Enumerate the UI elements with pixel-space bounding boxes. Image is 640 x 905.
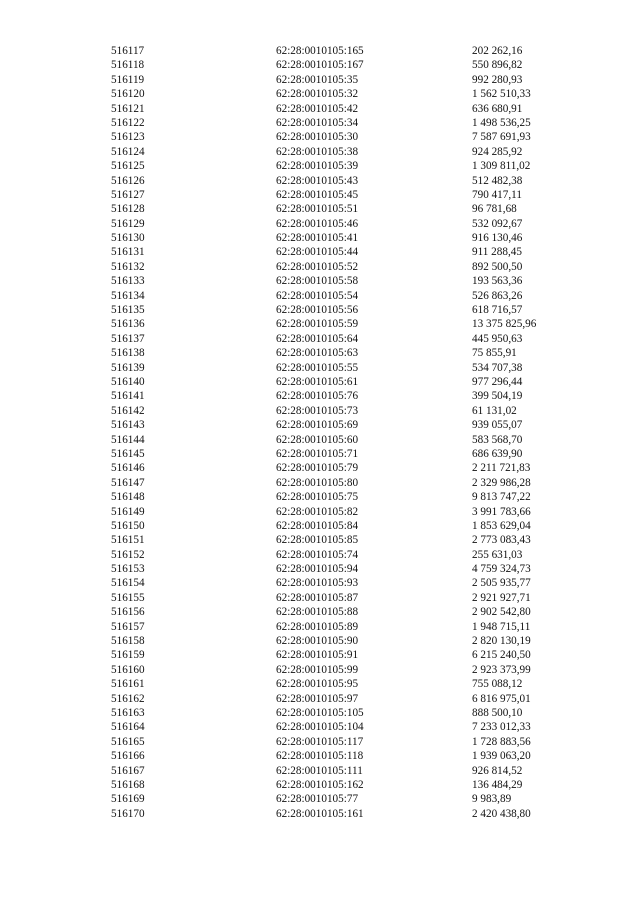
cadastral-number: 62:28:0010105:161: [276, 807, 364, 820]
cadastral-number: 62:28:0010105:104: [276, 721, 364, 734]
cadastral-value: 399 504,19: [472, 390, 523, 403]
row-number: 516148: [111, 491, 145, 504]
table-row: [0, 620, 640, 634]
cadastral-number: 62:28:0010105:60: [276, 433, 359, 446]
cadastral-value: 2 921 927,71: [472, 591, 531, 604]
row-number: 516123: [111, 131, 145, 144]
cadastral-number: 62:28:0010105:95: [276, 678, 359, 691]
table-row: [0, 130, 640, 144]
cadastral-number: 62:28:0010105:59: [276, 318, 359, 331]
table-row: [0, 217, 640, 231]
cadastral-value: 924 285,92: [472, 145, 523, 158]
row-number: 516155: [111, 591, 145, 604]
table-row: [0, 576, 640, 590]
cadastral-number: 62:28:0010105:117: [276, 735, 364, 748]
row-number: 516163: [111, 706, 145, 719]
cadastral-value: 202 262,16: [472, 45, 523, 57]
row-number: 516143: [111, 419, 145, 432]
cadastral-number: 62:28:0010105:41: [276, 232, 359, 245]
cadastral-value: 3 991 783,66: [472, 505, 531, 518]
cadastral-value: 4 759 324,73: [472, 563, 531, 576]
cadastral-value: 992 280,93: [472, 73, 523, 86]
row-number: 516122: [111, 116, 145, 129]
cadastral-number: 62:28:0010105:74: [276, 548, 359, 561]
cadastral-value: 534 707,38: [472, 361, 523, 374]
cadastral-number: 62:28:0010105:34: [276, 116, 359, 129]
row-number: 516156: [111, 606, 145, 619]
cadastral-value: 1 309 811,02: [472, 160, 531, 173]
cadastral-value: 618 716,57: [472, 304, 523, 317]
cadastral-number: 62:28:0010105:46: [276, 217, 359, 230]
cadastral-value: 2 820 130,19: [472, 635, 531, 648]
cadastral-value: 136 484,29: [472, 778, 523, 791]
cadastral-value: 512 482,38: [472, 174, 523, 187]
cadastral-value: 7 233 012,33: [472, 721, 531, 734]
row-number: 516140: [111, 375, 145, 388]
cadastral-number: 62:28:0010105:82: [276, 505, 359, 518]
table-row: [0, 677, 640, 691]
table-row: [0, 720, 640, 734]
cadastral-number: 62:28:0010105:80: [276, 476, 359, 489]
row-number: 516118: [111, 59, 145, 72]
cadastral-number: 62:28:0010105:90: [276, 635, 359, 648]
cadastral-number: 62:28:0010105:39: [276, 160, 359, 173]
cadastral-value: 2 420 438,80: [472, 807, 531, 820]
cadastral-value: 61 131,02: [472, 404, 517, 417]
table-row: [0, 361, 640, 375]
row-number: 516121: [111, 102, 145, 115]
cadastral-value: 2 211 721,83: [472, 462, 531, 475]
cadastral-value: 755 088,12: [472, 678, 523, 691]
cadastral-value: 939 055,07: [472, 419, 523, 432]
cadastral-number: 62:28:0010105:91: [276, 649, 359, 662]
cadastral-number: 62:28:0010105:42: [276, 102, 359, 115]
cadastral-number: 62:28:0010105:63: [276, 347, 359, 360]
row-number: 516144: [111, 433, 145, 446]
cadastral-value: 550 896,82: [472, 59, 523, 72]
cadastral-value-table: [0, 44, 640, 821]
row-number: 516151: [111, 534, 145, 547]
cadastral-number: 62:28:0010105:58: [276, 275, 359, 288]
row-number: 516127: [111, 188, 145, 201]
cadastral-number: 62:28:0010105:167: [276, 59, 364, 72]
cadastral-value: 2 902 542,80: [472, 606, 531, 619]
table-row: [0, 505, 640, 519]
cadastral-number: 62:28:0010105:75: [276, 491, 359, 504]
cadastral-value: 1 948 715,11: [472, 620, 531, 633]
row-number: 516119: [111, 73, 145, 86]
cadastral-value: 888 500,10: [472, 706, 523, 719]
table-row: [0, 490, 640, 504]
cadastral-value: 6 215 240,50: [472, 649, 531, 662]
row-number: 516145: [111, 447, 145, 460]
cadastral-value: 916 130,46: [472, 232, 523, 245]
row-number: 516157: [111, 620, 145, 633]
cadastral-number: 62:28:0010105:76: [276, 390, 359, 403]
cadastral-number: 62:28:0010105:93: [276, 577, 359, 590]
table-row: [0, 346, 640, 360]
cadastral-value: 2 773 083,43: [472, 534, 531, 547]
cadastral-value: 636 680,91: [472, 102, 523, 115]
row-number: 516164: [111, 721, 145, 734]
row-number: 516160: [111, 663, 145, 676]
cadastral-value: 13 375 825,96: [472, 318, 537, 331]
table-row: [0, 634, 640, 648]
cadastral-number: 62:28:0010105:61: [276, 375, 359, 388]
table-row: [0, 764, 640, 778]
table-row: [0, 519, 640, 533]
cadastral-value: 445 950,63: [472, 332, 523, 345]
row-number: 516162: [111, 692, 145, 705]
row-number: 516126: [111, 174, 145, 187]
row-number: 516135: [111, 304, 145, 317]
table-row: [0, 418, 640, 432]
table-row: [0, 145, 640, 159]
cadastral-number: 62:28:0010105:38: [276, 145, 359, 158]
table-row: [0, 174, 640, 188]
table-row: [0, 87, 640, 101]
row-number: 516124: [111, 145, 145, 158]
cadastral-value: 9 983,89: [472, 793, 512, 806]
cadastral-value: 892 500,50: [472, 260, 523, 273]
cadastral-number: 62:28:0010105:43: [276, 174, 359, 187]
row-number: 516139: [111, 361, 145, 374]
table-row: [0, 778, 640, 792]
row-number: 516125: [111, 160, 145, 173]
cadastral-number: 62:28:0010105:84: [276, 519, 359, 532]
row-number: 516147: [111, 476, 145, 489]
table-row: [0, 735, 640, 749]
cadastral-value: 1 728 883,56: [472, 735, 531, 748]
cadastral-number: 62:28:0010105:51: [276, 203, 359, 216]
cadastral-number: 62:28:0010105:118: [276, 750, 364, 763]
cadastral-number: 62:28:0010105:44: [276, 246, 359, 259]
row-number: 516153: [111, 563, 145, 576]
row-number: 516169: [111, 793, 145, 806]
cadastral-value: 2 923 373,99: [472, 663, 531, 676]
table-row: [0, 749, 640, 763]
table-row: [0, 231, 640, 245]
cadastral-value: 532 092,67: [472, 217, 523, 230]
cadastral-value: 1 939 063,20: [472, 750, 531, 763]
table-row: [0, 461, 640, 475]
table-row: [0, 289, 640, 303]
cadastral-number: 62:28:0010105:32: [276, 88, 359, 101]
cadastral-number: 62:28:0010105:77: [276, 793, 359, 806]
cadastral-number: 62:28:0010105:89: [276, 620, 359, 633]
table-row: [0, 116, 640, 130]
table-row: [0, 792, 640, 806]
cadastral-value: 2 505 935,77: [472, 577, 531, 590]
cadastral-number: 62:28:0010105:85: [276, 534, 359, 547]
cadastral-number: 62:28:0010105:105: [276, 706, 364, 719]
row-number: 516130: [111, 232, 145, 245]
table-row: [0, 807, 640, 821]
row-number: 516159: [111, 649, 145, 662]
table-row: [0, 102, 640, 116]
cadastral-value: 583 568,70: [472, 433, 523, 446]
row-number: 516166: [111, 750, 145, 763]
row-number: 516170: [111, 807, 145, 820]
table-row: [0, 332, 640, 346]
row-number: 516136: [111, 318, 145, 331]
cadastral-value: 686 639,90: [472, 447, 523, 460]
cadastral-number: 62:28:0010105:162: [276, 778, 364, 791]
cadastral-number: 62:28:0010105:87: [276, 591, 359, 604]
row-number: 516142: [111, 404, 145, 417]
row-number: 516149: [111, 505, 145, 518]
table-row: [0, 274, 640, 288]
table-row: [0, 447, 640, 461]
table-row: [0, 159, 640, 173]
cadastral-number: 62:28:0010105:45: [276, 188, 359, 201]
row-number: 516158: [111, 635, 145, 648]
cadastral-value: 790 417,11: [472, 188, 522, 201]
row-number: 516168: [111, 778, 145, 791]
row-number: 516154: [111, 577, 145, 590]
row-number: 516137: [111, 332, 145, 345]
cadastral-number: 62:28:0010105:54: [276, 289, 359, 302]
cadastral-number: 62:28:0010105:35: [276, 73, 359, 86]
table-row: [0, 562, 640, 576]
row-number: 516167: [111, 764, 145, 777]
table-row: [0, 591, 640, 605]
row-number: 516141: [111, 390, 145, 403]
table-row: [0, 433, 640, 447]
cadastral-value: 526 863,26: [472, 289, 523, 302]
table-row: [0, 706, 640, 720]
table-row: [0, 476, 640, 490]
table-row: [0, 548, 640, 562]
cadastral-number: 62:28:0010105:94: [276, 563, 359, 576]
table-row: [0, 533, 640, 547]
table-row: [0, 303, 640, 317]
table-row: [0, 663, 640, 677]
table-row: [0, 404, 640, 418]
cadastral-number: 62:28:0010105:69: [276, 419, 359, 432]
cadastral-value: 9 813 747,22: [472, 491, 531, 504]
cadastral-value: 926 814,52: [472, 764, 523, 777]
cadastral-value: 977 296,44: [472, 375, 523, 388]
row-number: 516133: [111, 275, 145, 288]
cadastral-number: 62:28:0010105:30: [276, 131, 359, 144]
cadastral-value: 1 853 629,04: [472, 519, 531, 532]
cadastral-value: 6 816 975,01: [472, 692, 531, 705]
table-row: [0, 202, 640, 216]
cadastral-value: 911 288,45: [472, 246, 522, 259]
row-number: 516132: [111, 260, 145, 273]
cadastral-value: 2 329 986,28: [472, 476, 531, 489]
row-number: 516128: [111, 203, 145, 216]
cadastral-value: 96 781,68: [472, 203, 517, 216]
row-number: 516152: [111, 548, 145, 561]
cadastral-value: 193 563,36: [472, 275, 523, 288]
cadastral-number: 62:28:0010105:64: [276, 332, 359, 345]
row-number: 516134: [111, 289, 145, 302]
table-row: [0, 692, 640, 706]
table-row: [0, 245, 640, 259]
table-row: [0, 188, 640, 202]
cadastral-number: 62:28:0010105:97: [276, 692, 359, 705]
cadastral-number: 62:28:0010105:111: [276, 764, 363, 777]
row-number: 516146: [111, 462, 145, 475]
cadastral-value: 7 587 691,93: [472, 131, 531, 144]
row-number: 516120: [111, 88, 145, 101]
cadastral-number: 62:28:0010105:99: [276, 663, 359, 676]
cadastral-number: 62:28:0010105:79: [276, 462, 359, 475]
table-row: [0, 73, 640, 87]
table-row: [0, 58, 640, 72]
cadastral-number: 62:28:0010105:165: [276, 45, 364, 57]
cadastral-number: 62:28:0010105:88: [276, 606, 359, 619]
table-row: [0, 317, 640, 331]
cadastral-number: 62:28:0010105:73: [276, 404, 359, 417]
table-row: [0, 605, 640, 619]
cadastral-number: 62:28:0010105:55: [276, 361, 359, 374]
row-number: 516161: [111, 678, 145, 691]
cadastral-value: 1 562 510,33: [472, 88, 531, 101]
cadastral-value: 75 855,91: [472, 347, 517, 360]
cadastral-number: 62:28:0010105:56: [276, 304, 359, 317]
row-number: 516165: [111, 735, 145, 748]
table-row: [0, 260, 640, 274]
table-row: [0, 375, 640, 389]
table-row: [0, 389, 640, 403]
cadastral-value: 1 498 536,25: [472, 116, 531, 129]
table-row: [0, 44, 640, 58]
row-number: 516131: [111, 246, 145, 259]
cadastral-number: 62:28:0010105:52: [276, 260, 359, 273]
row-number: 516138: [111, 347, 145, 360]
cadastral-number: 62:28:0010105:71: [276, 447, 359, 460]
row-number: 516117: [111, 45, 145, 57]
row-number: 516129: [111, 217, 145, 230]
table-row: [0, 648, 640, 662]
row-number: 516150: [111, 519, 145, 532]
cadastral-value: 255 631,03: [472, 548, 523, 561]
